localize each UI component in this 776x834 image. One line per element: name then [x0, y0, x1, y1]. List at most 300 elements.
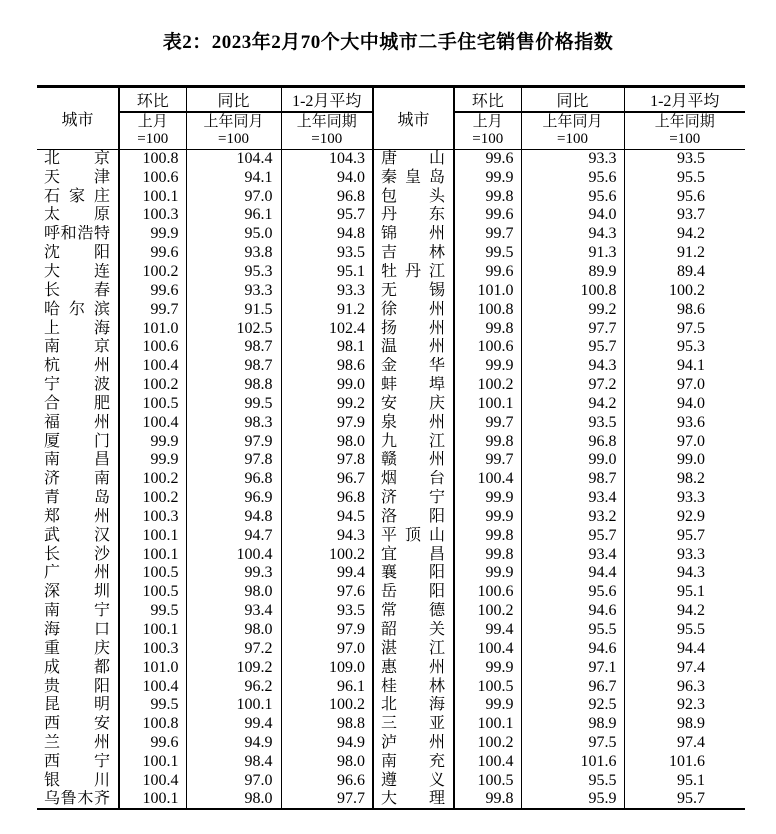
- mom-value-right: 100.5: [454, 677, 521, 696]
- city-cell-left: 武 汉: [37, 526, 119, 545]
- city-cell-left: 太 原: [37, 206, 119, 225]
- city-cell-right: 徐 州: [373, 300, 454, 319]
- avg-value-right: 89.4: [677, 262, 705, 280]
- yoy-value-right: 95.7: [521, 526, 624, 545]
- yoy-value-left: 97.0: [186, 771, 281, 790]
- table-row: [37, 790, 745, 809]
- mom-value-left: 101.0: [119, 658, 186, 677]
- mom-value-left: 100.4: [119, 357, 186, 376]
- subheader-yoy-right: 上年同月 =100: [521, 112, 624, 150]
- avg-value-left: 99.4: [281, 564, 373, 583]
- city-cell-right: 蚌 埠: [373, 376, 454, 395]
- yoy-value-left: 96.1: [186, 206, 281, 225]
- city-cell-left: 南 宁: [37, 602, 119, 621]
- avg-value-right: 94.4: [677, 639, 705, 657]
- avg-value-right: 97.4: [677, 658, 705, 676]
- header-avg-right: 1-2月平均: [624, 87, 745, 113]
- avg-value-right: 94.2: [677, 602, 705, 620]
- city-cell-left: 银 川: [37, 771, 119, 790]
- avg-value-right: 97.0: [677, 376, 705, 394]
- avg-value-left: 97.0: [281, 639, 373, 658]
- city-cell-left: 合 肥: [37, 394, 119, 413]
- avg-value-right: 93.3: [677, 489, 705, 507]
- mom-value-right: 100.4: [454, 753, 521, 772]
- city-cell-right: 济 宁: [373, 489, 454, 508]
- city-cell-left: 兰 州: [37, 734, 119, 753]
- table-row: [37, 244, 745, 263]
- mom-value-right: 99.9: [454, 658, 521, 677]
- mom-value-right: 99.6: [454, 206, 521, 225]
- city-cell-right: 韶 关: [373, 621, 454, 640]
- avg-value-right: 97.0: [677, 432, 705, 450]
- mom-value-left: 100.3: [119, 639, 186, 658]
- mom-value-right: 99.6: [454, 263, 521, 282]
- yoy-value-left: 95.0: [186, 225, 281, 244]
- city-cell-left: 贵 阳: [37, 677, 119, 696]
- yoy-value-right: 99.0: [521, 451, 624, 470]
- mom-value-right: 101.0: [454, 281, 521, 300]
- mom-value-left: 100.2: [119, 376, 186, 395]
- yoy-value-left: 94.9: [186, 734, 281, 753]
- yoy-value-left: 96.9: [186, 489, 281, 508]
- table-row: [37, 413, 745, 432]
- avg-value-right: 95.7: [677, 526, 705, 544]
- avg-value-right: 98.2: [677, 470, 705, 488]
- city-cell-right: 大 理: [373, 790, 454, 809]
- mom-value-left: 100.6: [119, 338, 186, 357]
- mom-value-left: 100.3: [119, 508, 186, 527]
- avg-value-right: 93.7: [677, 206, 705, 224]
- table-row: [37, 281, 745, 300]
- mom-value-right: 99.7: [454, 413, 521, 432]
- avg-value-left: 97.9: [281, 413, 373, 432]
- city-cell-left: 上 海: [37, 319, 119, 338]
- subheader-mom-right: 上月 =100: [454, 112, 521, 150]
- mom-value-left: 100.1: [119, 790, 186, 809]
- yoy-value-left: 98.7: [186, 357, 281, 376]
- city-cell-right: 无 锡: [373, 281, 454, 300]
- yoy-value-right: 98.9: [521, 715, 624, 734]
- mom-value-left: 100.5: [119, 564, 186, 583]
- yoy-value-right: 93.5: [521, 413, 624, 432]
- yoy-value-right: 95.6: [521, 583, 624, 602]
- city-cell-right: 秦 皇 岛: [373, 168, 454, 187]
- table-body: [37, 150, 745, 810]
- table-row: [37, 451, 745, 470]
- city-cell-right: 金 华: [373, 357, 454, 376]
- table-row: [37, 753, 745, 772]
- mom-value-left: 99.5: [119, 602, 186, 621]
- city-cell-right: 锦 州: [373, 225, 454, 244]
- city-cell-left: 福 州: [37, 413, 119, 432]
- mom-value-left: 100.1: [119, 187, 186, 206]
- yoy-value-left: 98.3: [186, 413, 281, 432]
- city-cell-right: 温 州: [373, 338, 454, 357]
- avg-value-left: 104.3: [281, 150, 373, 169]
- city-cell-left: 呼 和 浩 特: [37, 225, 119, 244]
- city-cell-left: 青 岛: [37, 489, 119, 508]
- table-row: [37, 357, 745, 376]
- avg-value-left: 98.0: [281, 753, 373, 772]
- yoy-value-left: 96.2: [186, 677, 281, 696]
- mom-value-left: 100.1: [119, 753, 186, 772]
- city-cell-left: 海 口: [37, 621, 119, 640]
- yoy-value-right: 95.6: [521, 187, 624, 206]
- yoy-value-right: 98.7: [521, 470, 624, 489]
- mom-value-left: 99.9: [119, 225, 186, 244]
- mom-value-right: 100.2: [454, 376, 521, 395]
- yoy-value-right: 99.2: [521, 300, 624, 319]
- mom-value-right: 99.9: [454, 168, 521, 187]
- avg-value-left: 97.8: [281, 451, 373, 470]
- avg-value-left: 96.7: [281, 470, 373, 489]
- table-row: [37, 300, 745, 319]
- header-yoy-left: 同比: [186, 87, 281, 113]
- yoy-value-right: 100.8: [521, 281, 624, 300]
- avg-value-right: 95.7: [677, 790, 705, 808]
- yoy-value-left: 98.0: [186, 790, 281, 809]
- yoy-value-left: 94.1: [186, 168, 281, 187]
- avg-value-right: 96.3: [677, 677, 705, 695]
- table-row: [37, 225, 745, 244]
- mom-value-left: 100.1: [119, 526, 186, 545]
- avg-value-right: 93.6: [677, 413, 705, 431]
- avg-value-right: 93.5: [677, 150, 705, 168]
- yoy-value-left: 99.4: [186, 715, 281, 734]
- avg-value-right: 92.3: [677, 696, 705, 714]
- table-row: [37, 470, 745, 489]
- avg-value-left: 98.6: [281, 357, 373, 376]
- yoy-value-right: 89.9: [521, 263, 624, 282]
- header-mom-left: 环比: [119, 87, 186, 113]
- avg-value-left: 96.6: [281, 771, 373, 790]
- city-cell-right: 桂 林: [373, 677, 454, 696]
- table-row: [37, 168, 745, 187]
- mom-value-left: 100.5: [119, 583, 186, 602]
- table-header: [37, 87, 745, 150]
- yoy-value-right: 94.4: [521, 564, 624, 583]
- mom-value-right: 99.8: [454, 790, 521, 809]
- mom-value-left: 100.8: [119, 150, 186, 169]
- yoy-value-right: 97.2: [521, 376, 624, 395]
- city-cell-right: 湛 江: [373, 639, 454, 658]
- table-row: [37, 508, 745, 527]
- yoy-value-left: 97.0: [186, 187, 281, 206]
- avg-value-left: 94.8: [281, 225, 373, 244]
- yoy-value-left: 95.3: [186, 263, 281, 282]
- avg-value-left: 96.8: [281, 187, 373, 206]
- yoy-value-right: 93.3: [521, 150, 624, 169]
- mom-value-left: 100.1: [119, 621, 186, 640]
- table-row: [37, 734, 745, 753]
- city-cell-right: 北 海: [373, 696, 454, 715]
- city-cell-right: 常 德: [373, 602, 454, 621]
- city-cell-right: 唐 山: [373, 150, 454, 169]
- mom-value-left: 100.2: [119, 470, 186, 489]
- city-cell-left: 厦 门: [37, 432, 119, 451]
- mom-value-left: 99.9: [119, 432, 186, 451]
- yoy-value-left: 98.0: [186, 621, 281, 640]
- avg-value-right: 94.2: [677, 225, 705, 243]
- header-city-left: 城市: [37, 87, 119, 150]
- table-row: [37, 206, 745, 225]
- table-row: [37, 583, 745, 602]
- yoy-value-right: 97.7: [521, 319, 624, 338]
- yoy-value-left: 97.9: [186, 432, 281, 451]
- yoy-value-right: 94.0: [521, 206, 624, 225]
- table-row: [37, 639, 745, 658]
- yoy-value-right: 91.3: [521, 244, 624, 263]
- mom-value-left: 100.6: [119, 168, 186, 187]
- mom-value-left: 99.6: [119, 734, 186, 753]
- avg-value-right: 98.6: [677, 300, 705, 318]
- mom-value-right: 100.2: [454, 602, 521, 621]
- table-row: [37, 771, 745, 790]
- yoy-value-right: 92.5: [521, 696, 624, 715]
- mom-value-left: 100.5: [119, 394, 186, 413]
- city-cell-right: 宜 昌: [373, 545, 454, 564]
- header-yoy-right: 同比: [521, 87, 624, 113]
- avg-value-left: 95.1: [281, 263, 373, 282]
- avg-value-left: 93.5: [281, 244, 373, 263]
- avg-value-left: 95.7: [281, 206, 373, 225]
- city-cell-right: 遵 义: [373, 771, 454, 790]
- city-cell-left: 昆 明: [37, 696, 119, 715]
- city-cell-left: 大 连: [37, 263, 119, 282]
- yoy-value-right: 94.3: [521, 357, 624, 376]
- mom-value-right: 99.9: [454, 357, 521, 376]
- yoy-value-right: 96.8: [521, 432, 624, 451]
- avg-value-right: 91.2: [677, 244, 705, 262]
- city-cell-left: 西 安: [37, 715, 119, 734]
- avg-value-right: 95.5: [677, 168, 705, 186]
- avg-value-right: 94.1: [677, 357, 705, 375]
- mom-value-right: 100.1: [454, 394, 521, 413]
- mom-value-right: 100.6: [454, 583, 521, 602]
- table-row: [37, 263, 745, 282]
- avg-value-left: 109.0: [281, 658, 373, 677]
- yoy-value-right: 95.6: [521, 168, 624, 187]
- mom-value-left: 100.1: [119, 545, 186, 564]
- table-row: [37, 394, 745, 413]
- mom-value-right: 99.4: [454, 621, 521, 640]
- city-cell-left: 乌 鲁 木 齐: [37, 790, 119, 809]
- city-cell-left: 南 京: [37, 338, 119, 357]
- table-row: [37, 376, 745, 395]
- mom-value-left: 100.4: [119, 413, 186, 432]
- mom-value-right: 99.8: [454, 432, 521, 451]
- yoy-value-left: 91.5: [186, 300, 281, 319]
- yoy-value-right: 93.4: [521, 545, 624, 564]
- mom-value-left: 100.4: [119, 771, 186, 790]
- table-row: [37, 677, 745, 696]
- table-row: [37, 658, 745, 677]
- yoy-value-left: 96.8: [186, 470, 281, 489]
- avg-value-right: 95.5: [677, 621, 705, 639]
- avg-value-left: 98.8: [281, 715, 373, 734]
- city-cell-right: 烟 台: [373, 470, 454, 489]
- mom-value-right: 100.2: [454, 734, 521, 753]
- city-cell-left: 沈 阳: [37, 244, 119, 263]
- city-cell-left: 郑 州: [37, 508, 119, 527]
- mom-value-right: 99.7: [454, 451, 521, 470]
- avg-value-left: 97.9: [281, 621, 373, 640]
- mom-value-left: 99.5: [119, 696, 186, 715]
- avg-value-right: 92.9: [677, 507, 705, 525]
- mom-value-left: 100.8: [119, 715, 186, 734]
- table-row: [37, 696, 745, 715]
- avg-value-right: 95.1: [677, 583, 705, 601]
- yoy-value-right: 94.6: [521, 602, 624, 621]
- mom-value-left: 99.9: [119, 451, 186, 470]
- yoy-value-right: 94.6: [521, 639, 624, 658]
- mom-value-left: 100.2: [119, 263, 186, 282]
- avg-value-right: 94.3: [677, 564, 705, 582]
- avg-value-right: 100.2: [669, 281, 705, 299]
- yoy-value-right: 95.5: [521, 771, 624, 790]
- yoy-value-right: 94.3: [521, 225, 624, 244]
- yoy-value-left: 98.8: [186, 376, 281, 395]
- mom-value-right: 99.8: [454, 526, 521, 545]
- avg-value-left: 100.2: [281, 696, 373, 715]
- avg-value-left: 91.2: [281, 300, 373, 319]
- avg-value-left: 96.1: [281, 677, 373, 696]
- city-cell-left: 哈 尔 滨: [37, 300, 119, 319]
- subheader-mom-left: 上月 =100: [119, 112, 186, 150]
- mom-value-right: 99.9: [454, 696, 521, 715]
- city-cell-right: 三 亚: [373, 715, 454, 734]
- yoy-value-right: 95.9: [521, 790, 624, 809]
- avg-value-left: 98.0: [281, 432, 373, 451]
- yoy-value-left: 93.4: [186, 602, 281, 621]
- table-row: [37, 564, 745, 583]
- header-mom-right: 环比: [454, 87, 521, 113]
- table-row: [37, 545, 745, 564]
- yoy-value-right: 95.5: [521, 621, 624, 640]
- yoy-value-left: 98.4: [186, 753, 281, 772]
- table-row: [37, 319, 745, 338]
- price-index-table: [37, 85, 745, 810]
- mom-value-right: 99.8: [454, 319, 521, 338]
- table-row: [37, 187, 745, 206]
- yoy-value-left: 104.4: [186, 150, 281, 169]
- city-cell-left: 天 津: [37, 168, 119, 187]
- yoy-value-right: 94.2: [521, 394, 624, 413]
- avg-value-left: 96.8: [281, 489, 373, 508]
- city-cell-left: 长 春: [37, 281, 119, 300]
- mom-value-left: 101.0: [119, 319, 186, 338]
- city-cell-left: 南 昌: [37, 451, 119, 470]
- yoy-value-left: 102.5: [186, 319, 281, 338]
- mom-value-right: 100.5: [454, 771, 521, 790]
- city-cell-right: 泸 州: [373, 734, 454, 753]
- yoy-value-right: 93.4: [521, 489, 624, 508]
- avg-value-right: 97.5: [677, 319, 705, 337]
- city-cell-right: 襄 阳: [373, 564, 454, 583]
- table-row: [37, 715, 745, 734]
- avg-value-right: 99.0: [677, 451, 705, 469]
- avg-value-left: 94.3: [281, 526, 373, 545]
- city-cell-left: 长 沙: [37, 545, 119, 564]
- mom-value-right: 99.7: [454, 225, 521, 244]
- avg-value-left: 97.6: [281, 583, 373, 602]
- avg-value-left: 102.4: [281, 319, 373, 338]
- table-row: [37, 526, 745, 545]
- mom-value-right: 100.1: [454, 715, 521, 734]
- city-cell-left: 重 庆: [37, 639, 119, 658]
- mom-value-right: 100.4: [454, 470, 521, 489]
- yoy-value-right: 95.7: [521, 338, 624, 357]
- yoy-value-right: 97.5: [521, 734, 624, 753]
- mom-value-left: 100.3: [119, 206, 186, 225]
- yoy-value-left: 100.4: [186, 545, 281, 564]
- yoy-value-left: 109.2: [186, 658, 281, 677]
- mom-value-left: 100.2: [119, 489, 186, 508]
- table-row: [37, 432, 745, 451]
- city-cell-right: 丹 东: [373, 206, 454, 225]
- avg-value-left: 94.0: [281, 168, 373, 187]
- yoy-value-left: 94.8: [186, 508, 281, 527]
- mom-value-right: 100.6: [454, 338, 521, 357]
- city-cell-left: 宁 波: [37, 376, 119, 395]
- city-cell-right: 泉 州: [373, 413, 454, 432]
- header-city-right: 城市: [373, 87, 454, 150]
- table-row: [37, 489, 745, 508]
- city-cell-right: 惠 州: [373, 658, 454, 677]
- yoy-value-left: 97.2: [186, 639, 281, 658]
- mom-value-left: 100.4: [119, 677, 186, 696]
- page-title: 表2：2023年2月70个大中城市二手住宅销售价格指数: [162, 32, 614, 53]
- avg-value-left: 94.5: [281, 508, 373, 527]
- mom-value-right: 100.4: [454, 639, 521, 658]
- mom-value-right: 100.8: [454, 300, 521, 319]
- mom-value-right: 99.9: [454, 489, 521, 508]
- yoy-value-left: 99.3: [186, 564, 281, 583]
- city-cell-left: 北 京: [37, 150, 119, 169]
- avg-value-left: 98.1: [281, 338, 373, 357]
- city-cell-right: 吉 林: [373, 244, 454, 263]
- yoy-value-right: 101.6: [521, 753, 624, 772]
- yoy-value-right: 93.2: [521, 508, 624, 527]
- city-cell-right: 安 庆: [373, 394, 454, 413]
- mom-value-left: 99.6: [119, 281, 186, 300]
- city-cell-left: 石 家 庄: [37, 187, 119, 206]
- city-cell-left: 杭 州: [37, 357, 119, 376]
- avg-value-right: 94.0: [677, 394, 705, 412]
- city-cell-right: 牡 丹 江: [373, 263, 454, 282]
- yoy-value-left: 93.8: [186, 244, 281, 263]
- avg-value-right: 93.3: [677, 545, 705, 563]
- header-avg-left: 1-2月平均: [281, 87, 373, 113]
- yoy-value-left: 94.7: [186, 526, 281, 545]
- avg-value-left: 93.3: [281, 281, 373, 300]
- avg-value-left: 99.2: [281, 394, 373, 413]
- avg-value-right: 101.6: [669, 752, 705, 770]
- yoy-value-left: 100.1: [186, 696, 281, 715]
- mom-value-right: 99.8: [454, 545, 521, 564]
- city-cell-left: 济 南: [37, 470, 119, 489]
- city-cell-right: 赣 州: [373, 451, 454, 470]
- avg-value-right: 95.1: [677, 771, 705, 789]
- yoy-value-left: 93.3: [186, 281, 281, 300]
- avg-value-left: 99.0: [281, 376, 373, 395]
- subheader-avg-right: 上年同期 =100: [624, 112, 745, 150]
- mom-value-left: 99.6: [119, 244, 186, 263]
- city-cell-left: 广 州: [37, 564, 119, 583]
- avg-value-right: 97.4: [677, 734, 705, 752]
- mom-value-right: 99.8: [454, 187, 521, 206]
- table-row: [37, 150, 745, 169]
